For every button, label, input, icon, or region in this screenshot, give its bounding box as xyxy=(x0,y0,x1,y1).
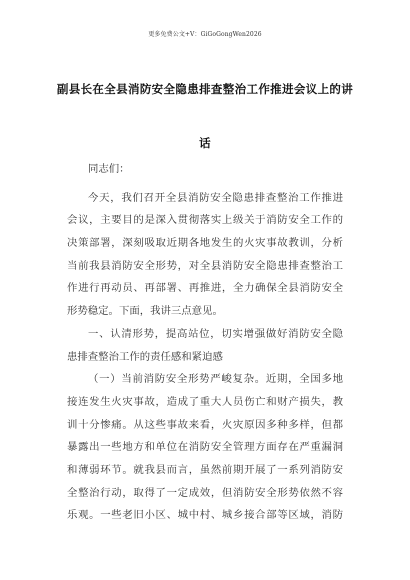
body-line: 决策部署，深刻吸取近期各地发生的火灾事故教训，分析 xyxy=(67,237,343,250)
section-heading-line: 患排查整治工作的责任感和紧迫感 xyxy=(67,350,223,363)
body-line: （一）当前消防安全形势严峻复杂。近期，全国多地 xyxy=(88,373,343,386)
title-line-2: 话 xyxy=(199,136,211,150)
body-line: 接连发生火灾事故，造成了重大人员伤亡和财产损失，教 xyxy=(67,395,343,408)
body-line: 和薄弱环节。就我县而言，虽然前期开展了一系列消防安 xyxy=(67,463,343,476)
header-note: 更多免费公文+V：GiGoGongWen2026 xyxy=(148,31,262,38)
document-title xyxy=(46,62,364,170)
body-line: 全整治行动，取得了一定成效，但消防安全形势依然不容 xyxy=(67,486,343,499)
body-line: 当前我县消防安全形势，对全县消防安全隐患排查整治工 xyxy=(67,259,343,272)
body-line: 会议，主要目的是深入贯彻落实上级关于消防安全工作的 xyxy=(67,214,343,227)
section-heading-line: 一、认清形势，提高站位，切实增强做好消防安全隐 xyxy=(88,327,343,340)
body-line: 乐观。一些老旧小区、城中村、城乡接合部等区域，消防 xyxy=(67,509,343,522)
body-line: 作进行再动员、再部署、再推进，全力确保全县消防安全 xyxy=(67,282,343,295)
salutation: 同志们： xyxy=(88,163,130,175)
body-line: 训十分惨痛。从这些事故来看，火灾原因多种多样，但都 xyxy=(67,418,343,431)
document-body xyxy=(67,158,343,527)
body-line: 今天，我们召开全县消防安全隐患排查整治工作推进 xyxy=(88,191,343,204)
body-line: 形势稳定。下面，我讲三点意见。 xyxy=(67,305,223,318)
body-line: 暴露出一些地方和单位在消防安全管理方面存在严重漏洞 xyxy=(67,441,343,454)
title-line-1: 副县长在全县消防安全隐患排查整治工作推进会议上的讲 xyxy=(56,82,354,96)
